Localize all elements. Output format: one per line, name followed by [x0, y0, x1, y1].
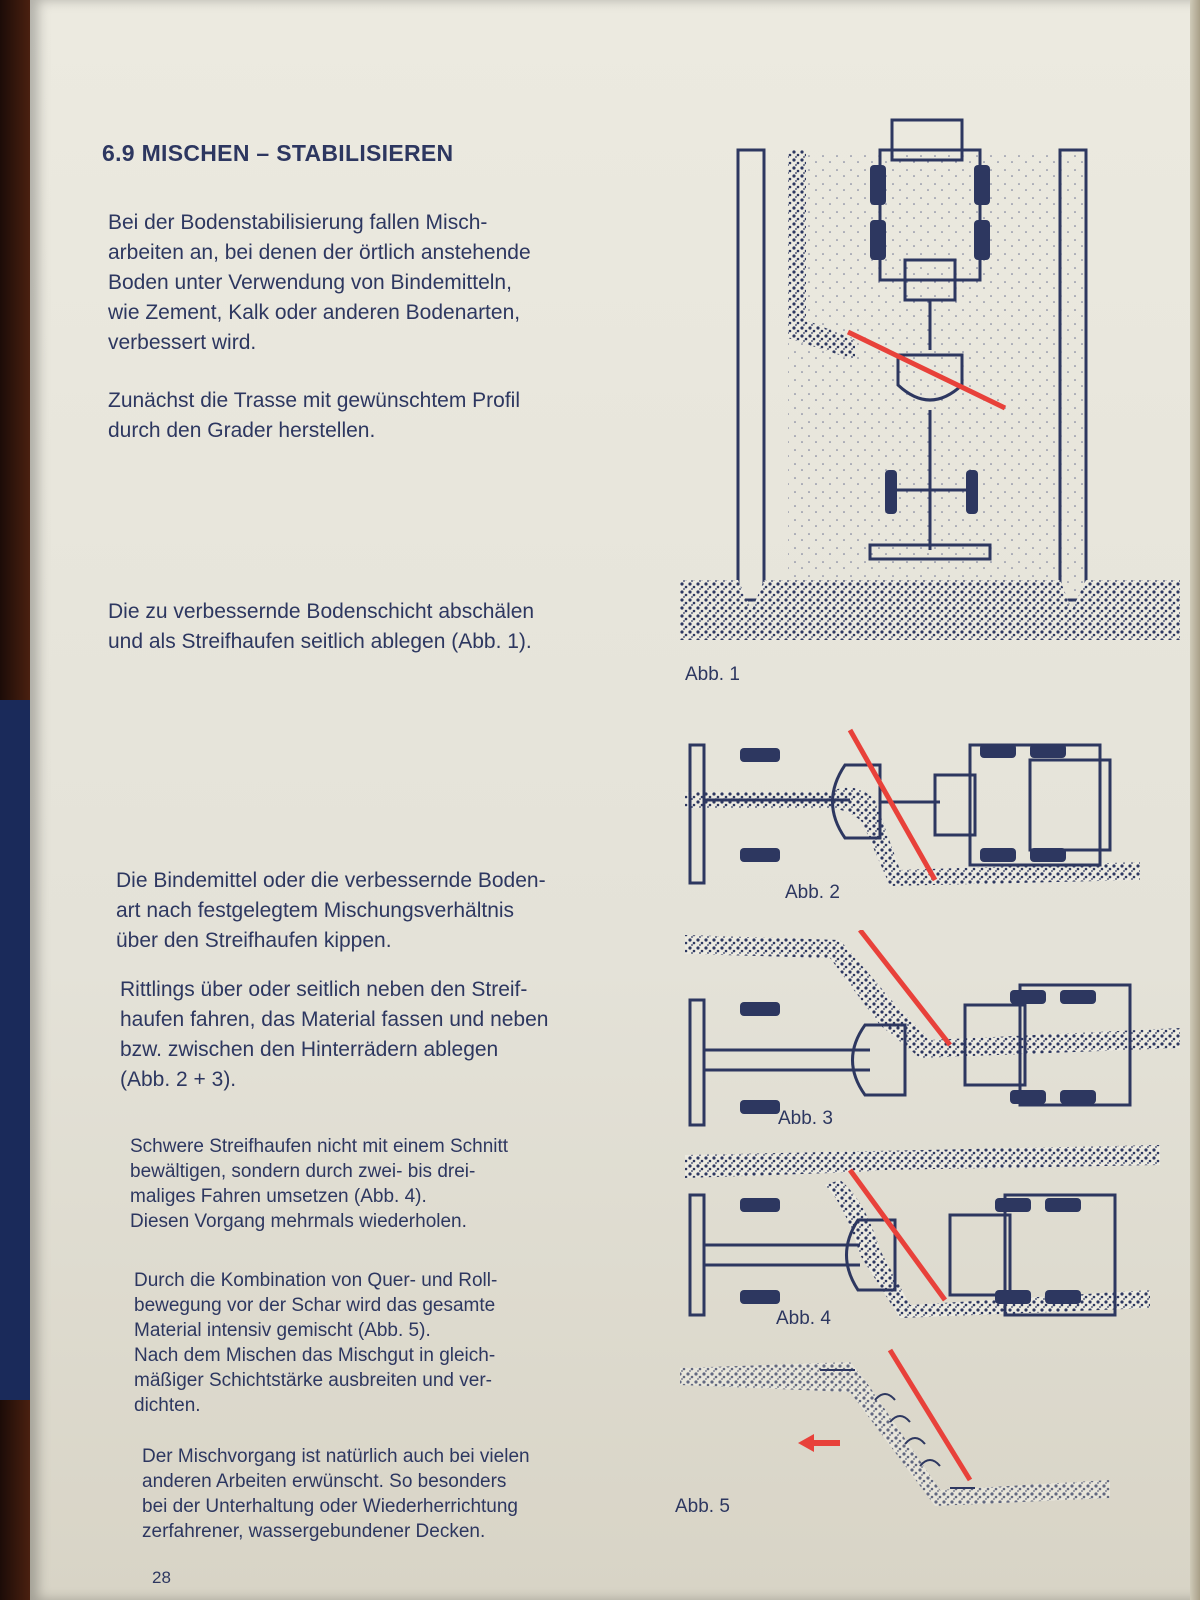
book-page [30, 0, 1200, 1600]
page-number: 28 [152, 1568, 171, 1587]
mix-stream [680, 1362, 1110, 1506]
paragraph-mischvorgang: Der Mischvorgang ist natürlich auch bei vielen anderen Arbeiten erwünscht. So besonders bei der Unterhaltung oder Wiederherrichtung zerfahrener, wassergebundener Decken. [142, 1446, 530, 1542]
caption-abb5: Abb. 5 [675, 1496, 730, 1517]
caption-abb1: Abb. 1 [685, 664, 740, 685]
windrow-abb4-top [685, 1145, 1160, 1178]
figure-abb2 [680, 720, 1180, 890]
figure-abb3 [680, 930, 1180, 1130]
paragraph-streifhaufen: Schwere Streifhaufen nicht mit einem Schnitt bewältigen, sondern durch zwei- bis drei- maliges Fahren umsetzen (Abb. 4). Diesen Vorgang mehrmals wiederholen. [130, 1136, 509, 1232]
caption-abb4: Abb. 4 [776, 1308, 831, 1329]
caption-abb2: Abb. 2 [785, 882, 840, 903]
paragraph-intro: Bei der Bodenstabilisierung fallen Misch- arbeiten an, bei denen der örtlich anstehende Boden unter Verwendung von Bindemitteln, wie Zement, Kalk oder anderen Bodenarten, verbessert wird. [108, 211, 531, 354]
paragraph-rittlings: Rittlings über oder seitlich neben den Streif- haufen fahren, das Material fassen und neben bzw. zwischen den Hinterrädern ablegen (Abb. 2 + 3). [120, 978, 549, 1091]
figure-abb4 [680, 1140, 1180, 1320]
road-edge-left [738, 150, 764, 600]
paragraph-abschaelen: Die zu verbessernde Bodenschicht abschälen und als Streifhaufen seitlich ablegen (Abb. 1). [108, 600, 535, 653]
soil-profile [680, 580, 1180, 640]
paragraph-trasse: Zunächst die Trasse mit gewünschtem Profil durch den Grader herstellen. [108, 389, 521, 442]
paragraph-kombination: Durch die Kombination von Quer- und Roll- bewegung vor der Schar wird das gesamte Material intensiv gemischt (Abb. 5). Nach dem Mischen das Mischgut in gleich- mäßiger Schichtstärke ausbreiten und ver- dichten. [134, 1270, 498, 1416]
paragraph-bindemittel: Die Bindemittel oder die verbessernde Boden- art nach festgelegtem Mischungsverhältnis über den Streifhaufen kippen. [116, 869, 546, 952]
windrow-abb3 [685, 935, 1180, 1058]
caption-abb3: Abb. 3 [778, 1108, 833, 1129]
direction-arrow-icon [798, 1434, 840, 1452]
page-stack-edge [1190, 0, 1200, 1600]
figure-abb5 [670, 1340, 1150, 1540]
figure-abb1 [680, 110, 1180, 670]
section-heading: 6.9 MISCHEN – STABILISIEREN [102, 140, 454, 166]
